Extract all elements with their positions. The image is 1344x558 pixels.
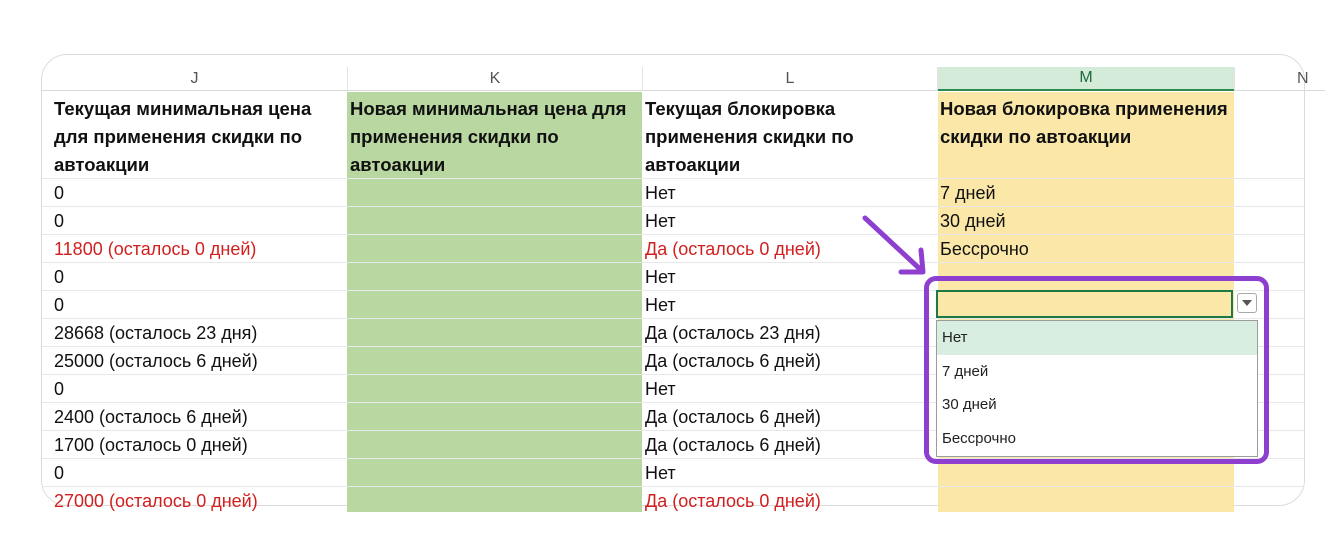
cell-j[interactable]: 28668 (осталось 23 дня) — [54, 323, 258, 343]
cell-m[interactable]: Бессрочно — [940, 239, 1029, 259]
column-header-l[interactable] — [643, 67, 937, 91]
cell-l[interactable]: Нет — [645, 295, 676, 315]
cell-j[interactable]: 0 — [54, 295, 65, 315]
column-header-j[interactable] — [42, 67, 347, 91]
cell-l[interactable]: Нет — [645, 267, 676, 287]
cell-j[interactable]: 1700 (осталось 0 дней) — [54, 435, 248, 455]
cell-l[interactable]: Нет — [645, 211, 676, 231]
dropdown-option[interactable]: Нет — [937, 321, 1257, 355]
cell-j[interactable]: 2400 (осталось 6 дней) — [54, 407, 248, 427]
cell-j[interactable]: 0 — [54, 379, 65, 399]
column-letter: L — [785, 69, 795, 87]
header-cell-m: Новая блокировка применения скидки по автоакции — [940, 98, 1228, 147]
header-cell-l: Текущая блокировка применения скидки по автоакции — [645, 98, 854, 175]
cell-l[interactable]: Да (осталось 0 дней) — [645, 491, 821, 511]
dropdown-list — [936, 320, 1258, 457]
cell-j[interactable]: 0 — [54, 211, 65, 231]
dropdown-option[interactable]: 30 дней — [942, 396, 997, 414]
cell-l[interactable]: Нет — [645, 183, 676, 203]
column-letter: J — [190, 69, 199, 87]
cell-l[interactable]: Да (осталось 0 дней) — [645, 239, 821, 259]
cell-j[interactable]: 0 — [54, 183, 65, 203]
cell-j[interactable]: 0 — [54, 463, 65, 483]
column-header-m[interactable] — [938, 67, 1234, 91]
header-cell-j: Текущая минимальная цена для применения скидки по автоакции — [54, 98, 312, 175]
dropdown-button[interactable] — [1237, 293, 1257, 313]
cell-j[interactable]: 27000 (осталось 0 дней) — [54, 491, 258, 511]
cell-l[interactable]: Нет — [645, 379, 676, 399]
column-letter: K — [489, 69, 501, 87]
dropdown-option[interactable]: Бессрочно — [942, 429, 1016, 447]
chevron-down-icon — [1242, 300, 1252, 306]
cell-j[interactable]: 25000 (осталось 6 дней) — [54, 351, 258, 371]
column-header-k[interactable] — [348, 67, 642, 91]
sheet-grid — [42, 55, 1309, 511]
cell-m[interactable]: 7 дней — [940, 183, 996, 203]
cell-j[interactable]: 11800 (осталось 0 дней) — [54, 239, 257, 259]
cell-l[interactable]: Да (осталось 6 дней) — [645, 351, 821, 371]
cell-l[interactable]: Да (осталось 6 дней) — [645, 407, 821, 427]
cell-l[interactable]: Да (осталось 23 дня) — [645, 323, 821, 343]
cell-l[interactable]: Нет — [645, 463, 676, 483]
cell-m[interactable]: 30 дней — [940, 211, 1006, 231]
column-letter: N — [1297, 69, 1309, 87]
column-letter: M — [1079, 69, 1093, 86]
dropdown-option[interactable]: 7 дней — [942, 362, 989, 380]
callout-arrow-icon — [857, 210, 937, 290]
column-header-n[interactable] — [1235, 67, 1325, 91]
cell-l[interactable]: Да (осталось 6 дней) — [645, 435, 821, 455]
header-cell-k: Новая минимальная цена для применения скидки по автоакции — [350, 98, 627, 175]
spreadsheet-frame — [41, 54, 1309, 511]
active-cell-m[interactable] — [936, 290, 1233, 318]
cell-j[interactable]: 0 — [54, 267, 65, 287]
